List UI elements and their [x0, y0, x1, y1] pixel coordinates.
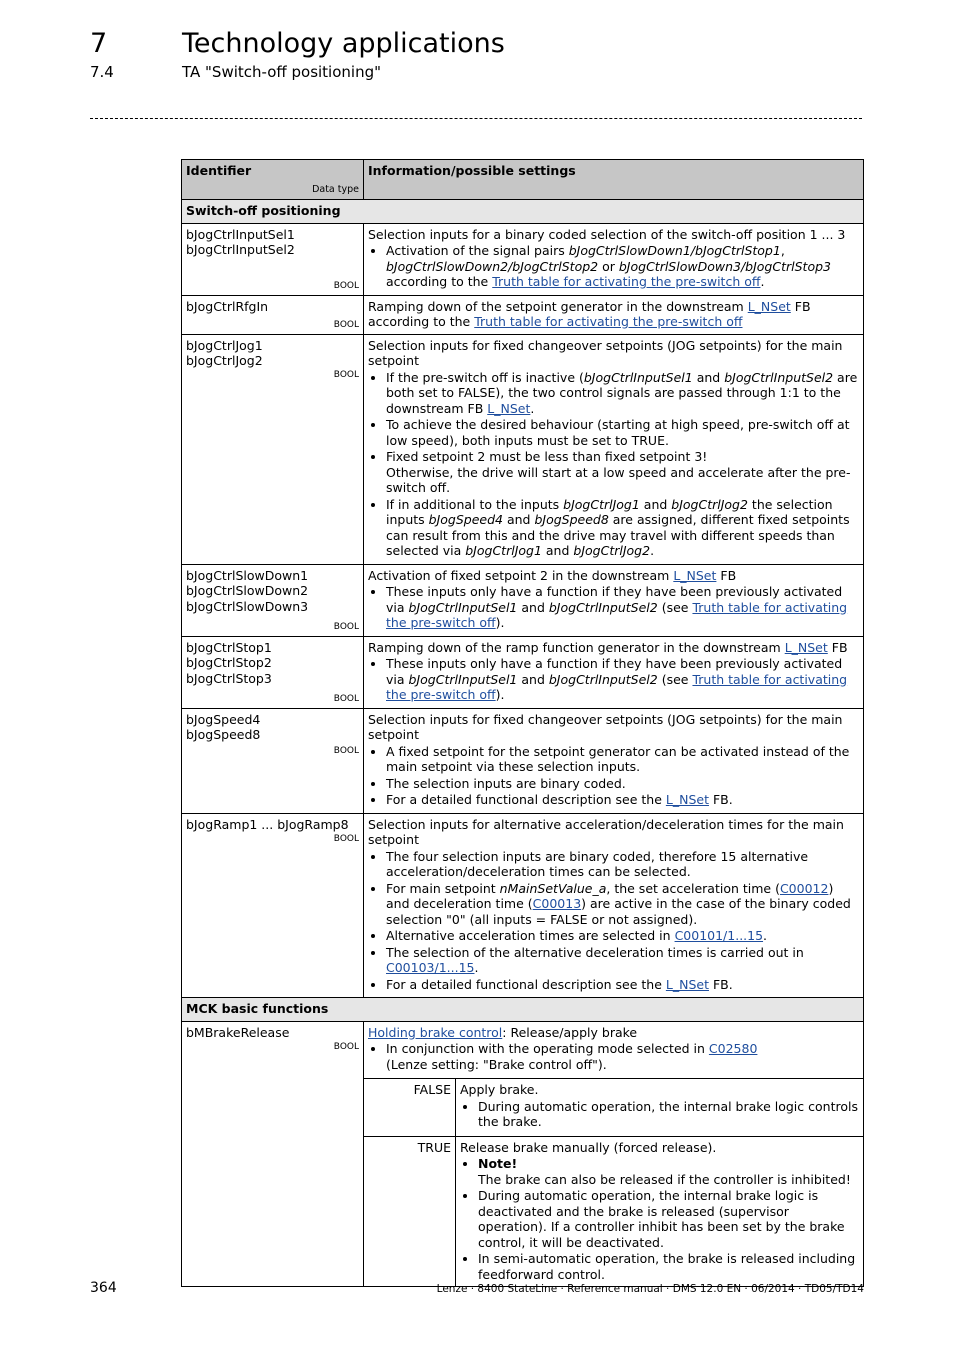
list-item: • If the pre-switch off is inactive (bJogCtrlInputSel1 and bJogCtrlInputSel2 are both set to FALSE), the two control signals are passed through 1:1 to the downstream FB L_NSet. [386, 370, 859, 417]
header-divider [90, 118, 862, 119]
list-item: • These inputs only have a function if they have been previously activated via bJogCtrlInputSel1 and bJogCtrlInputSel2 (see Truth table for activating the pre-switch off). [386, 656, 859, 703]
identifier: bJogCtrlSlowDown2 [186, 583, 309, 598]
l-nset-link[interactable]: L_NSet [665, 792, 709, 807]
info-cell [364, 564, 864, 636]
page-number: 364 [90, 1280, 117, 1296]
header-identifier [182, 160, 364, 200]
value-key: FALSE [364, 1079, 456, 1137]
value-description [456, 1079, 864, 1137]
info-cell [364, 334, 864, 564]
c00103-link[interactable]: C00103/1...15 [386, 960, 475, 975]
bullet-list [460, 1156, 859, 1282]
bullet-list [368, 744, 859, 808]
identifier: bJogCtrlRfgIn [186, 298, 269, 314]
list-item: • Alternative acceleration times are selected in C00101/1...15. [386, 928, 859, 944]
table-row [182, 295, 864, 334]
info-text: Holding brake control: Release/apply brake [368, 1024, 638, 1040]
chapter-number: 7 [90, 28, 108, 59]
identifier: bJogCtrlInputSel2 [186, 242, 295, 257]
table-row [182, 813, 864, 998]
section-row-mck-basic-functions [182, 998, 864, 1022]
info-cell [364, 708, 864, 813]
table-row [182, 636, 864, 708]
section-row-switch-off-positioning [182, 200, 864, 224]
truth-table-link[interactable]: Truth table for activating the pre-switch off [474, 314, 743, 329]
c00101-link[interactable]: C00101/1...15 [674, 928, 764, 943]
bullet-list [368, 584, 859, 631]
section-number: 7.4 [90, 63, 114, 81]
section-title: TA "Switch-off positioning" [182, 63, 381, 81]
info-text: Selection inputs for fixed changeover setpoints (JOG setpoints) for the main setpoint [368, 337, 843, 368]
list-item: • For a detailed functional description see the L_NSet FB. [386, 792, 859, 808]
subtable-row [364, 1136, 863, 1286]
l-nset-link[interactable]: L_NSet [487, 400, 531, 416]
identifier: bJogCtrlStop3 [186, 670, 272, 686]
info-cell [364, 223, 864, 295]
identifier: bJogCtrlStop1 [186, 639, 272, 655]
list-item: • The selection of the alternative deceleration times is carried out in C00103/1...15. [386, 945, 859, 976]
identifier: bJogRamp1 ... bJogRamp8 [186, 816, 349, 832]
value-description [456, 1136, 864, 1286]
list-item: • For a detailed functional description see the L_NSet FB. [386, 977, 859, 993]
identifier-cell [182, 223, 364, 295]
header-information-label: Information/possible settings [368, 163, 576, 178]
list-item: • A fixed setpoint for the setpoint generator can be activated instead of the main setpoint via these selection inputs. [386, 744, 859, 775]
list-item: • To achieve the desired behaviour (starting at high speed, pre-switch off at low speed), both inputs must be set to TRUE. [386, 417, 859, 448]
info-text: Release brake manually (forced release). [460, 1139, 717, 1155]
list-item: • In conjunction with the operating mode selected in C02580 (Lenze setting: "Brake control off"). [386, 1041, 859, 1072]
identifier: bJogSpeed8 [186, 727, 261, 742]
data-type: BOOL [333, 280, 359, 291]
list-item: • During automatic operation, the internal brake logic is deactivated and the brake is released (supervisor operation). If a controller inhibit has been set by the brake control, it will be deactivated. [478, 1188, 859, 1250]
list-item: • If in additional to the inputs bJogCtrlJog1 and bJogCtrlJog2 the selection inputs bJogSpeed4 and bJogSpeed8 are assigned, different fixed setpoints can result from this and the drive may travel with different speeds than selected via bJogCtrlJog1 and bJogCtrlJog2. [386, 497, 859, 559]
list-item: • Activation of the signal pairs bJogCtrlSlowDown1/bJogCtrlStop1, bJogCtrlSlowDown2/bJogCtrlStop2 or bJogCtrlSlowDown3/bJogCtrlStop3 according to the Truth table for activating the pre-switch off. [386, 243, 859, 290]
section-title-cell [182, 200, 864, 224]
info-text: Activation of fixed setpoint 2 in the downstream L_NSet FB [368, 567, 737, 583]
c02580-link[interactable]: C02580 [708, 1041, 758, 1056]
data-type: BOOL [333, 621, 359, 632]
info-text: Selection inputs for alternative acceleration/deceleration times for the main setpoint [368, 816, 844, 847]
l-nset-link[interactable]: L_NSet [673, 567, 717, 583]
identifier-cell [182, 813, 364, 998]
identifier: bJogCtrlJog1 [186, 337, 263, 353]
c00013-link[interactable]: C00013 [532, 896, 582, 911]
info-block [364, 1022, 863, 1079]
table-header-row [182, 160, 864, 200]
identifier-cell [182, 295, 364, 334]
list-item: • Note! The brake can also be released if the controller is inhibited! [478, 1156, 859, 1187]
table-row [182, 1021, 864, 1287]
chapter-title: Technology applications [182, 28, 505, 59]
identifier-cell [182, 334, 364, 564]
info-text: Apply brake. [460, 1082, 539, 1097]
identifier: bJogCtrlJog2 [186, 353, 263, 368]
table-row [182, 564, 864, 636]
identifier: bJogSpeed4 [186, 711, 261, 727]
list-item: • In semi-automatic operation, the brake is released including feedforward control. [478, 1251, 859, 1282]
data-type: BOOL [333, 369, 359, 380]
c00012-link[interactable]: C00012 [779, 880, 829, 896]
bullet-list [368, 849, 859, 993]
value-subtable [364, 1078, 863, 1286]
info-text: Ramping down of the ramp function generator in the downstream L_NSet FB [368, 639, 848, 655]
section-title-cell [182, 998, 864, 1022]
identifier-cell [182, 564, 364, 636]
subtable-row [364, 1079, 863, 1137]
info-cell: Ramping down of the setpoint generator in the downstream L_NSet FB according to the Truth table for activating the pre-switch off [364, 295, 864, 334]
identifier: bJogCtrlStop2 [186, 655, 272, 670]
info-cell [364, 636, 864, 708]
header-data-type-label: Data type [312, 184, 359, 195]
list-item: • Fixed setpoint 2 must be less than fixed setpoint 3! Otherwise, the drive will start at a low speed and accelerate after the pre-switch off. [386, 449, 859, 496]
info-cell [364, 1021, 864, 1287]
list-item: • During automatic operation, the internal brake logic controls the brake. [478, 1099, 859, 1130]
l-nset-link[interactable]: L_NSet [747, 298, 791, 314]
header-identifier-label: Identifier [186, 163, 252, 178]
list-item: • For main setpoint nMainSetValue_a, the set acceleration time (C00012) and deceleration time (C00013) are active in the case of the binary coded selection "0" (all inputs = FALSE or not assigned). [386, 881, 859, 928]
bullet-list [460, 1099, 859, 1130]
identifier: bMBrakeRelease [186, 1024, 290, 1040]
list-item: • These inputs only have a function if they have been previously activated via bJogCtrlInputSel1 and bJogCtrlInputSel2 (see Truth table for activating the pre-switch off). [386, 584, 859, 631]
identifier-cell [182, 1021, 364, 1287]
list-item: • The selection inputs are binary coded. [386, 776, 859, 792]
info-text: Selection inputs for a binary coded selection of the switch-off position 1 ... 3 [368, 226, 846, 242]
truth-table-link[interactable]: Truth table for activating the pre-switch off [492, 274, 761, 289]
l-nset-link[interactable]: L_NSet [784, 639, 828, 655]
bullet-list [368, 1041, 859, 1072]
bullet-list [368, 243, 859, 290]
info-text: Selection inputs for fixed changeover setpoints (JOG setpoints) for the main setpoint [368, 711, 843, 742]
data-type: BOOL [333, 319, 359, 330]
section-label: MCK basic functions [186, 1001, 329, 1016]
table-row [182, 223, 864, 295]
holding-brake-control-link[interactable]: Holding brake control [368, 1024, 503, 1040]
identifier: bJogCtrlSlowDown1 [186, 567, 309, 583]
section-label: Switch-off positioning [186, 203, 341, 218]
data-type: BOOL [333, 745, 359, 756]
identifier: bJogCtrlSlowDown3 [186, 598, 309, 614]
parameter-table [181, 159, 864, 1287]
identifier: bJogCtrlInputSel1 [186, 226, 295, 242]
bullet-list [368, 656, 859, 703]
table-row [182, 334, 864, 564]
truth-table-link[interactable]: Truth table for activating the pre-switch off [386, 671, 848, 702]
l-nset-link[interactable]: L_NSet [665, 976, 709, 992]
bullet-list [368, 370, 859, 559]
data-type: BOOL [333, 1041, 359, 1052]
data-type: BOOL [333, 693, 359, 704]
list-item: • The four selection inputs are binary coded, therefore 15 alternative acceleration/deceleration times can be selected. [386, 849, 859, 880]
table-row [182, 708, 864, 813]
truth-table-link[interactable]: Truth table for activating the pre-switch off [386, 599, 848, 630]
info-cell [364, 813, 864, 998]
footer-text: Lenze · 8400 StateLine · Reference manual · DMS 12.0 EN · 06/2014 · TD05/TD14 [436, 1283, 864, 1295]
data-type: BOOL [333, 833, 359, 844]
header-information [364, 160, 864, 200]
identifier-cell [182, 636, 364, 708]
identifier-cell [182, 708, 364, 813]
value-key: TRUE [364, 1136, 456, 1286]
